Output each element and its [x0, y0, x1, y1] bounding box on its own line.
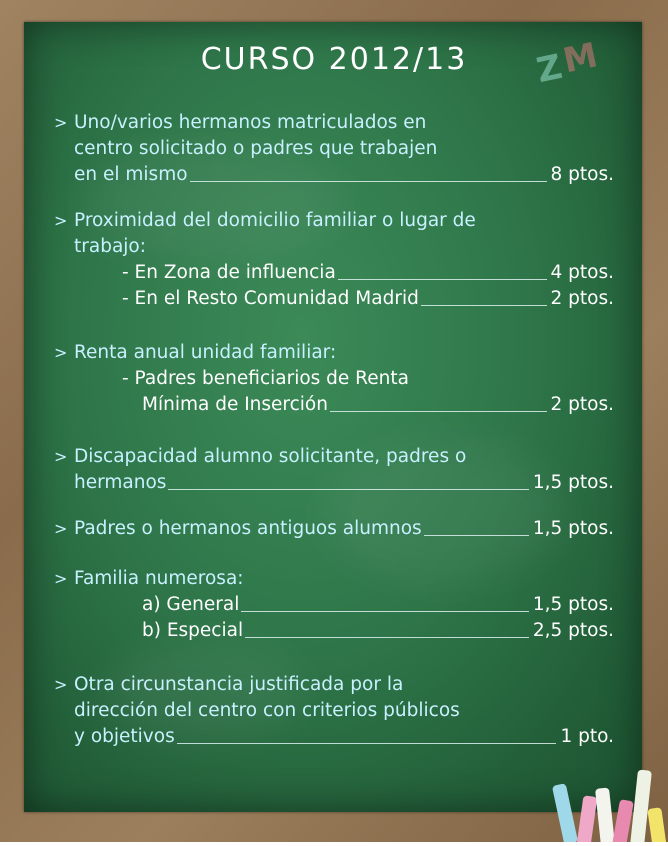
chalk-blue: [552, 783, 578, 842]
bullet-icon: >: [54, 519, 68, 538]
sub-criterion-text: - En Zona de influencia: [122, 262, 336, 283]
criterion-text: Padres o hermanos antiguos alumnos: [74, 518, 422, 539]
leader-line: [177, 743, 557, 744]
chalk-pieces: [540, 760, 668, 842]
criterion-large-family: [54, 566, 614, 644]
points-value: 1,5 ptos.: [532, 594, 614, 615]
sub-criterion-text: b) Especial: [142, 620, 244, 641]
criterion-text: Uno/varios hermanos matriculados en: [74, 112, 427, 133]
chalk-pink: [577, 795, 598, 842]
points-value: 1 pto.: [560, 726, 614, 747]
criterion-text: Renta anual unidad familiar:: [74, 342, 337, 363]
leader-line: [245, 637, 529, 638]
criterion-text: Proximidad del domicilio familiar o lugar de: [74, 210, 476, 231]
criterion-text: trabajo:: [74, 236, 146, 257]
points-value: 4 ptos.: [550, 262, 614, 283]
chalk-yellow: [647, 807, 666, 842]
points-value: 1,5 ptos.: [532, 518, 614, 539]
criterion-former-students: [54, 516, 614, 542]
criterion-income: [54, 340, 614, 418]
page-title: CURSO 2012/13: [200, 42, 468, 77]
sub-criterion-text: a) General: [142, 594, 240, 615]
bullet-icon: >: [54, 211, 68, 230]
leader-line: [241, 611, 529, 612]
bullet-icon: >: [54, 569, 68, 588]
leader-line: [421, 305, 547, 306]
criterion-siblings: [54, 110, 614, 188]
criterion-text: Otra circunstancia justificada por la: [74, 674, 404, 695]
leader-line: [168, 489, 528, 490]
bullet-icon: >: [54, 447, 68, 466]
points-value: 8 ptos.: [550, 164, 614, 185]
chalk-white: [595, 787, 615, 842]
points-value: 2 ptos.: [550, 394, 614, 415]
sub-criterion-text: - Padres beneficiarios de Renta: [122, 368, 409, 389]
zm-logo-z: Z: [533, 46, 566, 92]
bullet-icon: >: [54, 113, 68, 132]
points-value: 2,5 ptos.: [532, 620, 614, 641]
criterion-text: dirección del centro con criterios públicos: [74, 700, 460, 721]
leader-line: [338, 279, 547, 280]
bullet-icon: >: [54, 343, 68, 362]
sub-criterion-text: Mínima de Inserción: [142, 394, 328, 415]
criterion-text: centro solicitado o padres que trabajen: [74, 138, 438, 159]
criterion-text: Familia numerosa:: [74, 568, 244, 589]
criterion-other: [54, 672, 614, 750]
criterion-text: hermanos: [74, 472, 167, 493]
chalk-icon: [540, 760, 668, 842]
points-value: 2 ptos.: [550, 288, 614, 309]
sub-criterion-text: - En el Resto Comunidad Madrid: [122, 288, 419, 309]
leader-line: [330, 411, 547, 412]
criterion-proximity: [54, 208, 614, 312]
criterion-text: y objetivos: [74, 726, 175, 747]
points-value: 1,5 ptos.: [532, 472, 614, 493]
leader-line: [424, 535, 529, 536]
leader-line: [190, 181, 547, 182]
zm-logo-m: M: [559, 35, 602, 82]
chalk-magenta: [612, 799, 634, 842]
criterion-text: en el mismo: [74, 164, 188, 185]
criterion-disability: [54, 444, 614, 496]
chalk-white-tall: [630, 769, 652, 842]
bullet-icon: >: [54, 675, 68, 694]
criterion-text: Discapacidad alumno solicitante, padres o: [74, 446, 467, 467]
